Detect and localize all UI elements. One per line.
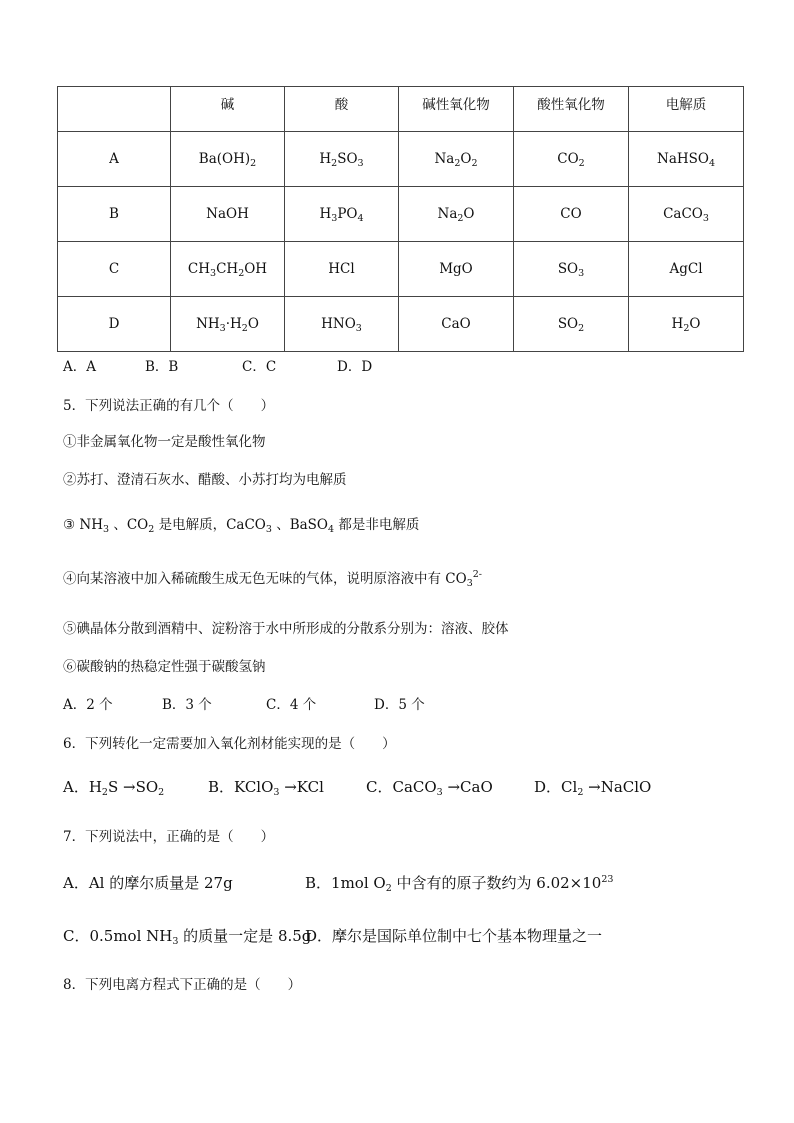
row-label: A — [58, 132, 171, 187]
table-cell: $SO_2$ — [514, 297, 629, 352]
q5-option-d[interactable]: D．5 个 — [374, 697, 425, 713]
table-row — [58, 187, 744, 242]
header-cell: 碱 — [171, 87, 285, 132]
table-cell: $CO_2$ — [514, 132, 629, 187]
table-cell: $Na_2O_2$ — [399, 132, 514, 187]
table-cell: CaO — [399, 297, 514, 352]
q5-statement-3: ③ $NH_3$ 、$CO_2$ 是电解质，CaCO$_3$ 、BaSO$_4$ 都是非电解质 — [63, 517, 420, 535]
header-cell: 酸 — [285, 87, 399, 132]
table-cell: $HNO_3$ — [285, 297, 399, 352]
q8-stem: 8．下列电离方程式下正确的是（ ） — [63, 977, 302, 993]
q7-option-a[interactable]: A．Al 的摩尔质量是 27g — [63, 874, 233, 892]
q5-option-a[interactable]: A．2 个 — [63, 697, 113, 713]
q4-option-c[interactable]: C．C — [242, 359, 277, 375]
table-cell: $H_2O$ — [629, 297, 744, 352]
q5-statement-2: ②苏打、澄清石灰水、醋酸、小苏打均为电解质 — [63, 472, 347, 488]
table-cell: CaCO$_3$ — [629, 187, 744, 242]
table-row — [58, 242, 744, 297]
q7-option-d[interactable]: D．摩尔是国际单位制中七个基本物理量之一 — [305, 927, 603, 945]
q5-statement-1: ①非金属氧化物一定是酸性氧化物 — [63, 434, 266, 450]
table-cell: HCl — [285, 242, 399, 297]
q7-option-c[interactable]: C．0.5mol $NH_3$ 的质量一定是 8.5g — [63, 927, 312, 947]
q6-option-c[interactable]: C．CaCO$_3$ →CaO — [366, 778, 493, 798]
table-cell: $CH_3CH_2OH$ — [171, 242, 285, 297]
table-header-row — [58, 87, 744, 132]
q5-option-c[interactable]: C．4 个 — [266, 697, 317, 713]
table-cell: $H_3PO_4$ — [285, 187, 399, 242]
header-cell: 碱性氧化物 — [399, 87, 514, 132]
table-cell: MgO — [399, 242, 514, 297]
header-cell: 电解质 — [629, 87, 744, 132]
table-cell: AgCl — [629, 242, 744, 297]
row-label: C — [58, 242, 171, 297]
row-label: D — [58, 297, 171, 352]
table-cell: $Na_2O$ — [399, 187, 514, 242]
q7-option-b[interactable]: B．1mol $O_2$ 中含有的原子数约为 $6.02\times 10^{23}$ — [305, 874, 614, 894]
q5-option-b[interactable]: B．3 个 — [162, 697, 212, 713]
table-cell: NaHSO$_4$ — [629, 132, 744, 187]
q6-option-a[interactable]: A．$H_2S \to SO_2$ — [63, 778, 165, 798]
table-row — [58, 297, 744, 352]
q5-statement-6: ⑥碳酸钠的热稳定性强于碳酸氢钠 — [63, 659, 266, 675]
table-cell: CO — [514, 187, 629, 242]
q5-statement-5: ⑤碘晶体分散到酒精中、淀粉溶于水中所形成的分散系分别为：溶液、胶体 — [63, 621, 509, 637]
table-cell: $Ba(OH)_2$ — [171, 132, 285, 187]
q4-option-d[interactable]: D．D — [337, 359, 373, 375]
table-cell: $NH_3\cdot H_2O$ — [171, 297, 285, 352]
table-cell: $SO_3$ — [514, 242, 629, 297]
q7-stem: 7．下列说法中，正确的是（ ） — [63, 829, 275, 845]
q6-option-d[interactable]: D．$Cl_2$ →NaClO — [534, 778, 652, 798]
table-row — [58, 132, 744, 187]
q5-stem: 5．下列说法正确的有几个（ ） — [63, 398, 275, 414]
table-cell: $H_2SO_3$ — [285, 132, 399, 187]
header-cell: 酸性氧化物 — [514, 87, 629, 132]
q5-statement-4: ④向某溶液中加入稀硫酸生成无色无味的气体，说明原溶液中有 $CO_3^{2-}$ — [63, 569, 483, 589]
q4-option-b[interactable]: B．B — [145, 359, 179, 375]
header-cell — [58, 87, 171, 132]
q6-stem: 6．下列转化一定需要加入氧化剂材能实现的是（ ） — [63, 736, 396, 752]
row-label: B — [58, 187, 171, 242]
q6-option-b[interactable]: B．KClO$_3$ →KCl — [208, 778, 324, 798]
classification-table — [57, 86, 744, 352]
q4-option-a[interactable]: A．A — [63, 359, 96, 375]
table-cell: NaOH — [171, 187, 285, 242]
